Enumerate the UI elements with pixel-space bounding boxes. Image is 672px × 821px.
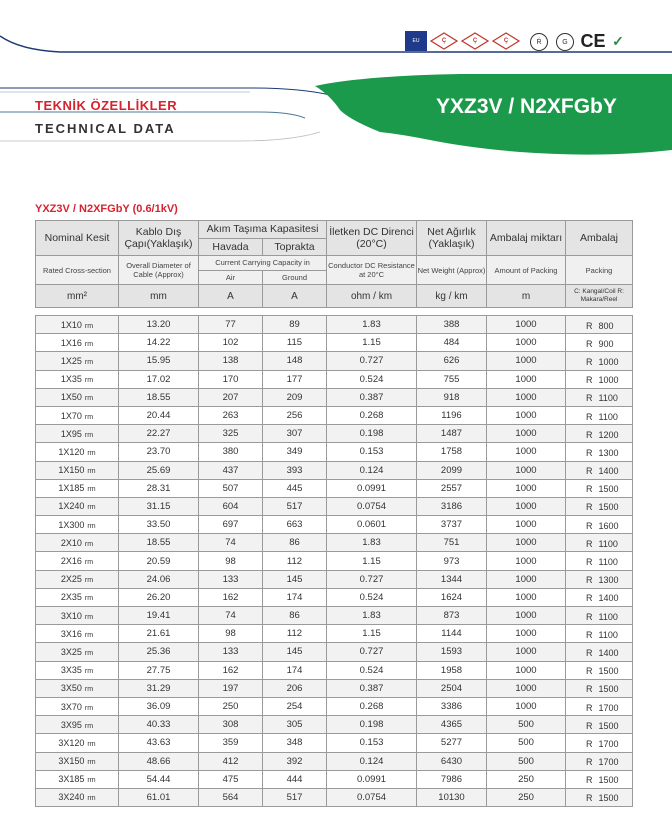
column-sub-diameter: Overall Diameter of Cable (Approx) xyxy=(119,256,199,285)
cell-diameter: 18.55 xyxy=(119,534,199,552)
cell-air: 98 xyxy=(199,552,263,570)
unit-ground: A xyxy=(263,285,327,308)
cell-section: 2X16 rm xyxy=(36,552,119,570)
header-band xyxy=(0,0,672,175)
column-header-weight: Net Ağırlık (Yaklaşık) xyxy=(417,221,487,256)
cell-air: 74 xyxy=(199,534,263,552)
cell-packing: R 1000 xyxy=(566,370,633,388)
cell-weight: 1144 xyxy=(417,625,487,643)
table-row xyxy=(36,316,633,334)
cell-resistance: 0.727 xyxy=(327,352,417,370)
cell-air: 263 xyxy=(199,406,263,424)
product-title: YXZ3V / N2XFGbY xyxy=(436,95,617,118)
cell-amount: 1000 xyxy=(487,661,566,679)
eu-certification-icon: EU xyxy=(405,31,427,51)
cell-diameter: 33.50 xyxy=(119,516,199,534)
column-header-amount: Ambalaj miktarı xyxy=(487,221,566,256)
cell-amount: 1000 xyxy=(487,352,566,370)
cell-packing: R 1500 xyxy=(566,479,633,497)
cell-weight: 2557 xyxy=(417,479,487,497)
cell-diameter: 61.01 xyxy=(119,788,199,806)
cell-ground: 445 xyxy=(263,479,327,497)
cell-section: 1X150 rm xyxy=(36,461,119,479)
cell-diameter: 26.20 xyxy=(119,588,199,606)
cell-diameter: 40.33 xyxy=(119,716,199,734)
cell-diameter: 19.41 xyxy=(119,607,199,625)
cell-packing: R 1400 xyxy=(566,461,633,479)
cell-amount: 1000 xyxy=(487,625,566,643)
cell-ground: 305 xyxy=(263,716,327,734)
cell-section: 1X25 rm xyxy=(36,352,119,370)
cell-air: 98 xyxy=(199,625,263,643)
cell-amount: 1000 xyxy=(487,570,566,588)
cell-section: 1X300 rm xyxy=(36,516,119,534)
table-row xyxy=(36,352,633,370)
table-row xyxy=(36,516,633,534)
cell-weight: 3737 xyxy=(417,516,487,534)
cell-ground: 393 xyxy=(263,461,327,479)
cell-air: 507 xyxy=(199,479,263,497)
table-row xyxy=(36,370,633,388)
table-row xyxy=(36,625,633,643)
table-row xyxy=(36,425,633,443)
cell-air: 77 xyxy=(199,316,263,334)
cell-section: 2X25 rm xyxy=(36,570,119,588)
cell-packing: R 1100 xyxy=(566,552,633,570)
cell-ground: 145 xyxy=(263,643,327,661)
cell-packing: R 1500 xyxy=(566,716,633,734)
cell-air: 308 xyxy=(199,716,263,734)
cell-diameter: 25.69 xyxy=(119,461,199,479)
cell-amount: 1000 xyxy=(487,316,566,334)
cell-weight: 755 xyxy=(417,370,487,388)
cell-ground: 349 xyxy=(263,443,327,461)
cell-section: 1X50 rm xyxy=(36,388,119,406)
cell-section: 3X95 rm xyxy=(36,716,119,734)
ce-mark-icon: CE xyxy=(580,30,606,51)
cell-section: 3X120 rm xyxy=(36,734,119,752)
cell-diameter: 31.29 xyxy=(119,679,199,697)
cell-diameter: 31.15 xyxy=(119,497,199,515)
cell-weight: 1758 xyxy=(417,443,487,461)
table-row xyxy=(36,661,633,679)
cell-weight: 918 xyxy=(417,388,487,406)
cell-amount: 1000 xyxy=(487,643,566,661)
cell-packing: R 1500 xyxy=(566,679,633,697)
cell-ground: 444 xyxy=(263,770,327,788)
cell-weight: 7986 xyxy=(417,770,487,788)
cell-amount: 500 xyxy=(487,752,566,770)
cell-amount: 1000 xyxy=(487,607,566,625)
cell-weight: 973 xyxy=(417,552,487,570)
cell-section: 3X16 rm xyxy=(36,625,119,643)
cell-air: 359 xyxy=(199,734,263,752)
cell-amount: 1000 xyxy=(487,697,566,715)
table-row xyxy=(36,788,633,806)
cell-amount: 1000 xyxy=(487,425,566,443)
cell-ground: 174 xyxy=(263,661,327,679)
cell-packing: R 1600 xyxy=(566,516,633,534)
cell-resistance: 1.83 xyxy=(327,316,417,334)
cell-amount: 1000 xyxy=(487,370,566,388)
column-sub-weight: Net Weight (Approx) xyxy=(417,256,487,285)
cell-air: 412 xyxy=(199,752,263,770)
column-sub-ground: Ground xyxy=(263,270,327,285)
cell-section: 1X185 rm xyxy=(36,479,119,497)
cell-weight: 4365 xyxy=(417,716,487,734)
cell-ground: 392 xyxy=(263,752,327,770)
cell-packing: R 1500 xyxy=(566,770,633,788)
cell-amount: 1000 xyxy=(487,443,566,461)
cell-weight: 1593 xyxy=(417,643,487,661)
cell-packing: R 1500 xyxy=(566,661,633,679)
cell-section: 1X35 rm xyxy=(36,370,119,388)
cell-resistance: 0.198 xyxy=(327,716,417,734)
cell-section: 3X10 rm xyxy=(36,607,119,625)
cell-section: 3X150 rm xyxy=(36,752,119,770)
cell-diameter: 28.31 xyxy=(119,479,199,497)
table-row xyxy=(36,552,633,570)
diamond-certification-icon: Ç xyxy=(492,31,520,51)
cell-diameter: 15.95 xyxy=(119,352,199,370)
cell-section: 1X120 rm xyxy=(36,443,119,461)
cell-ground: 86 xyxy=(263,607,327,625)
column-sub-section: Rated Cross-section xyxy=(36,256,119,285)
cell-ground: 112 xyxy=(263,552,327,570)
cell-ground: 209 xyxy=(263,388,327,406)
cell-resistance: 0.153 xyxy=(327,443,417,461)
unit-section: mm² xyxy=(36,285,119,308)
diamond-certification-icon: Ç xyxy=(461,31,489,51)
table-row xyxy=(36,461,633,479)
table-title: YXZ3V / N2XFGbY (0.6/1kV) xyxy=(35,203,178,215)
cell-ground: 254 xyxy=(263,697,327,715)
cell-packing: R 1500 xyxy=(566,497,633,515)
cell-weight: 1624 xyxy=(417,588,487,606)
cell-amount: 1000 xyxy=(487,552,566,570)
cell-air: 207 xyxy=(199,388,263,406)
cell-ground: 174 xyxy=(263,588,327,606)
cell-diameter: 22.27 xyxy=(119,425,199,443)
cell-ground: 115 xyxy=(263,334,327,352)
cell-air: 380 xyxy=(199,443,263,461)
column-header-diameter: Kablo Dış Çapı(Yaklaşık) xyxy=(119,221,199,256)
cell-ground: 177 xyxy=(263,370,327,388)
cell-ground: 145 xyxy=(263,570,327,588)
cell-section: 3X50 rm xyxy=(36,679,119,697)
cell-air: 133 xyxy=(199,570,263,588)
cell-resistance: 1.83 xyxy=(327,534,417,552)
cell-ground: 86 xyxy=(263,534,327,552)
cell-packing: R 900 xyxy=(566,334,633,352)
cell-section: 3X70 rm xyxy=(36,697,119,715)
cell-resistance: 0.0991 xyxy=(327,770,417,788)
cell-section: 1X70 rm xyxy=(36,406,119,424)
cell-diameter: 54.44 xyxy=(119,770,199,788)
cell-ground: 307 xyxy=(263,425,327,443)
unit-amount: m xyxy=(487,285,566,308)
cell-amount: 500 xyxy=(487,734,566,752)
cell-resistance: 0.524 xyxy=(327,370,417,388)
cell-weight: 6430 xyxy=(417,752,487,770)
cell-amount: 1000 xyxy=(487,388,566,406)
cell-packing: R 1100 xyxy=(566,534,633,552)
table-row xyxy=(36,734,633,752)
cell-weight: 626 xyxy=(417,352,487,370)
column-header-air: Havada xyxy=(199,238,263,256)
cell-amount: 1000 xyxy=(487,588,566,606)
cell-amount: 1000 xyxy=(487,406,566,424)
cell-diameter: 18.55 xyxy=(119,388,199,406)
table-row xyxy=(36,752,633,770)
cell-amount: 1000 xyxy=(487,516,566,534)
column-sub-capacity: Current Carrying Capacity in xyxy=(199,256,327,271)
cell-ground: 517 xyxy=(263,788,327,806)
cell-air: 475 xyxy=(199,770,263,788)
cell-weight: 1196 xyxy=(417,406,487,424)
table-row xyxy=(36,443,633,461)
cell-air: 437 xyxy=(199,461,263,479)
table-row xyxy=(36,643,633,661)
column-sub-amount: Amount of Packing xyxy=(487,256,566,285)
cell-section: 3X185 rm xyxy=(36,770,119,788)
table-row xyxy=(36,679,633,697)
cell-air: 162 xyxy=(199,588,263,606)
cell-air: 162 xyxy=(199,661,263,679)
unit-resistance: ohm / km xyxy=(327,285,417,308)
table-row xyxy=(36,697,633,715)
cell-packing: R 1100 xyxy=(566,625,633,643)
cell-amount: 250 xyxy=(487,770,566,788)
cell-diameter: 23.70 xyxy=(119,443,199,461)
cell-resistance: 0.0754 xyxy=(327,497,417,515)
cell-ground: 89 xyxy=(263,316,327,334)
cell-section: 2X35 rm xyxy=(36,588,119,606)
cell-ground: 663 xyxy=(263,516,327,534)
title-turkish: TEKNİK ÖZELLİKLER xyxy=(35,98,178,113)
cell-diameter: 20.44 xyxy=(119,406,199,424)
cell-amount: 1000 xyxy=(487,679,566,697)
cell-diameter: 43.63 xyxy=(119,734,199,752)
cell-ground: 256 xyxy=(263,406,327,424)
cell-amount: 1000 xyxy=(487,461,566,479)
table-row xyxy=(36,388,633,406)
cell-section: 1X95 rm xyxy=(36,425,119,443)
cell-weight: 751 xyxy=(417,534,487,552)
title-english: TECHNICAL DATA xyxy=(35,121,176,136)
cell-resistance: 0.124 xyxy=(327,461,417,479)
cell-weight: 873 xyxy=(417,607,487,625)
cell-diameter: 20.59 xyxy=(119,552,199,570)
table-row xyxy=(36,534,633,552)
table-row xyxy=(36,570,633,588)
cell-air: 133 xyxy=(199,643,263,661)
cell-air: 197 xyxy=(199,679,263,697)
cell-packing: R 1100 xyxy=(566,607,633,625)
unit-diameter: mm xyxy=(119,285,199,308)
cell-air: 325 xyxy=(199,425,263,443)
cell-amount: 1000 xyxy=(487,479,566,497)
column-sub-air: Air xyxy=(199,270,263,285)
cell-section: 3X240 rm xyxy=(36,788,119,806)
cell-resistance: 0.268 xyxy=(327,697,417,715)
cell-air: 102 xyxy=(199,334,263,352)
packing-legend: C: Kangal/Coil R: Makara/Reel xyxy=(566,285,633,308)
cell-weight: 2504 xyxy=(417,679,487,697)
cell-weight: 2099 xyxy=(417,461,487,479)
cell-amount: 1000 xyxy=(487,497,566,515)
cell-amount: 500 xyxy=(487,716,566,734)
unit-air: A xyxy=(199,285,263,308)
cell-resistance: 0.124 xyxy=(327,752,417,770)
cell-weight: 1487 xyxy=(417,425,487,443)
column-sub-packing: Packing xyxy=(566,256,633,285)
cell-resistance: 0.268 xyxy=(327,406,417,424)
cell-packing: R 1300 xyxy=(566,443,633,461)
cell-section: 2X10 rm xyxy=(36,534,119,552)
unit-weight: kg / km xyxy=(417,285,487,308)
cell-resistance: 1.15 xyxy=(327,552,417,570)
cell-diameter: 14.22 xyxy=(119,334,199,352)
table-row xyxy=(36,479,633,497)
round-certification-icon: G xyxy=(556,33,574,51)
cell-packing: R 1200 xyxy=(566,425,633,443)
cell-packing: R 1100 xyxy=(566,388,633,406)
cell-diameter: 21.61 xyxy=(119,625,199,643)
cell-air: 564 xyxy=(199,788,263,806)
cell-resistance: 0.387 xyxy=(327,679,417,697)
cell-ground: 148 xyxy=(263,352,327,370)
cell-packing: R 800 xyxy=(566,316,633,334)
data-table xyxy=(35,315,633,807)
cell-weight: 3386 xyxy=(417,697,487,715)
round-certification-icon: Ŕ xyxy=(530,33,548,51)
cell-packing: R 1100 xyxy=(566,406,633,424)
cell-amount: 1000 xyxy=(487,334,566,352)
table-header xyxy=(35,220,633,308)
cell-resistance: 0.524 xyxy=(327,661,417,679)
table-row xyxy=(36,334,633,352)
cell-weight: 388 xyxy=(417,316,487,334)
cell-section: 3X35 rm xyxy=(36,661,119,679)
column-sub-resistance: Conductor DC Resistance at 20°C xyxy=(327,256,417,285)
cell-air: 170 xyxy=(199,370,263,388)
cell-weight: 484 xyxy=(417,334,487,352)
cell-diameter: 24.06 xyxy=(119,570,199,588)
cell-packing: R 1700 xyxy=(566,734,633,752)
cell-section: 1X240 rm xyxy=(36,497,119,515)
column-header-packing: Ambalaj xyxy=(566,221,633,256)
cell-air: 138 xyxy=(199,352,263,370)
column-header-resistance: İletken DC Direnci (20°C) xyxy=(327,221,417,256)
cell-packing: R 1000 xyxy=(566,352,633,370)
cell-section: 1X16 rm xyxy=(36,334,119,352)
table-row xyxy=(36,588,633,606)
column-header-capacity: Akım Taşıma Kapasitesi xyxy=(199,221,327,239)
cell-resistance: 1.83 xyxy=(327,607,417,625)
cell-resistance: 1.15 xyxy=(327,625,417,643)
cell-ground: 348 xyxy=(263,734,327,752)
column-header-ground: Toprakta xyxy=(263,238,327,256)
cell-section: 3X25 rm xyxy=(36,643,119,661)
cell-resistance: 0.727 xyxy=(327,570,417,588)
cell-diameter: 36.09 xyxy=(119,697,199,715)
cell-diameter: 27.75 xyxy=(119,661,199,679)
cell-amount: 1000 xyxy=(487,534,566,552)
cell-resistance: 0.198 xyxy=(327,425,417,443)
column-header-section: Nominal Kesit xyxy=(36,221,119,256)
cell-weight: 1958 xyxy=(417,661,487,679)
cell-weight: 10130 xyxy=(417,788,487,806)
cell-amount: 250 xyxy=(487,788,566,806)
rohs-checkmark-icon: ✓ xyxy=(612,32,624,49)
cell-section: 1X10 rm xyxy=(36,316,119,334)
cell-resistance: 0.0754 xyxy=(327,788,417,806)
cell-air: 74 xyxy=(199,607,263,625)
diamond-certification-icon: Ç xyxy=(430,31,458,51)
cell-air: 604 xyxy=(199,497,263,515)
cell-resistance: 1.15 xyxy=(327,334,417,352)
table-row xyxy=(36,607,633,625)
cell-diameter: 13.20 xyxy=(119,316,199,334)
cell-weight: 1344 xyxy=(417,570,487,588)
cell-ground: 517 xyxy=(263,497,327,515)
cell-weight: 3186 xyxy=(417,497,487,515)
cell-resistance: 0.387 xyxy=(327,388,417,406)
table-row xyxy=(36,497,633,515)
cell-resistance: 0.0991 xyxy=(327,479,417,497)
table-row xyxy=(36,770,633,788)
cell-packing: R 1300 xyxy=(566,570,633,588)
cell-ground: 112 xyxy=(263,625,327,643)
cell-air: 250 xyxy=(199,697,263,715)
cell-resistance: 0.0601 xyxy=(327,516,417,534)
cell-packing: R 1700 xyxy=(566,697,633,715)
cell-air: 697 xyxy=(199,516,263,534)
cell-diameter: 17.02 xyxy=(119,370,199,388)
table-row xyxy=(36,716,633,734)
table-row xyxy=(36,406,633,424)
cell-ground: 206 xyxy=(263,679,327,697)
cell-diameter: 25.36 xyxy=(119,643,199,661)
cell-resistance: 0.727 xyxy=(327,643,417,661)
cell-resistance: 0.524 xyxy=(327,588,417,606)
cell-packing: R 1400 xyxy=(566,588,633,606)
cell-packing: R 1500 xyxy=(566,788,633,806)
cell-weight: 5277 xyxy=(417,734,487,752)
cell-packing: R 1700 xyxy=(566,752,633,770)
cell-resistance: 0.153 xyxy=(327,734,417,752)
cell-packing: R 1400 xyxy=(566,643,633,661)
cell-diameter: 48.66 xyxy=(119,752,199,770)
